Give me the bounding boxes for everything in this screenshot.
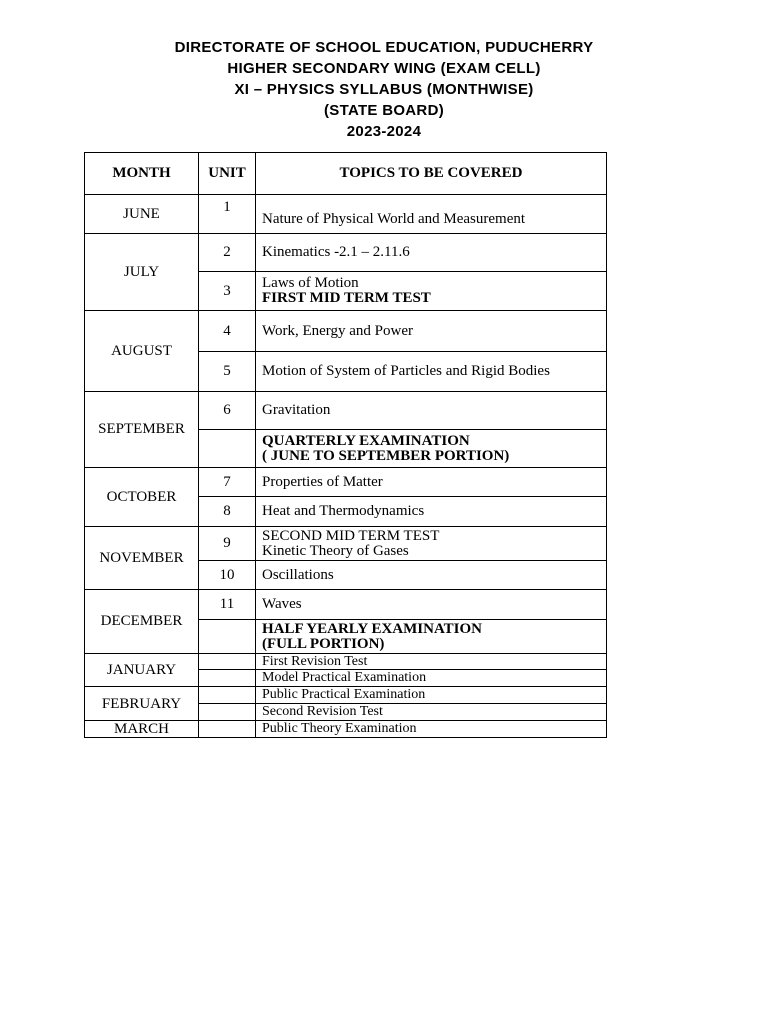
topic-cell: Waves [256,590,607,620]
unit-cell [199,654,256,670]
topic-cell: Kinematics -2.1 – 2.11.6 [256,234,607,272]
header-wing: HIGHER SECONDARY WING (EXAM CELL) [227,60,541,77]
unit-cell: 11 [199,590,256,620]
topic-cell: First Revision Test [256,654,607,670]
topic-cell [256,527,607,561]
unit-cell: 4 [199,311,256,352]
header-board: (STATE BOARD) [324,102,444,119]
exam-portion: (FULL PORTION) [262,635,385,652]
topic-cell [256,620,607,654]
column-header-unit: UNIT [199,153,256,195]
month-cell: JUNE [85,195,199,234]
month-cell: DECEMBER [85,590,199,654]
month-cell: MARCH [85,721,199,738]
unit-cell: 10 [199,561,256,590]
unit-cell: 9 [199,527,256,561]
table-row [85,195,607,234]
topic-cell: Heat and Thermodynamics [256,497,607,527]
topic-cell: Gravitation [256,392,607,430]
table-row [85,687,607,704]
table-row [85,654,607,670]
unit-cell [199,620,256,654]
unit-cell [199,704,256,721]
table-row [85,311,607,352]
topic-line: Laws of Motion [262,275,359,291]
table-row [85,721,607,738]
topic-cell: Motion of System of Particles and Rigid Bodies [256,352,607,392]
table-row [85,234,607,272]
topic-cell: Public Practical Examination [256,687,607,704]
table-row [85,392,607,430]
unit-cell: 8 [199,497,256,527]
table-row [85,527,607,561]
exam-label: HALF YEARLY EXAMINATION [262,620,483,637]
table-row [85,590,607,620]
topic-cell: Properties of Matter [256,468,607,497]
document-header [0,37,768,142]
topic-line: Kinetic Theory of Gases [262,542,409,559]
exam-label: FIRST MID TERM TEST [262,290,431,306]
month-cell: OCTOBER [85,468,199,527]
unit-cell: 5 [199,352,256,392]
table-header-row [85,153,607,195]
unit-cell: 6 [199,392,256,430]
exam-portion: ( JUNE TO SEPTEMBER PORTION) [262,447,510,464]
header-directorate: DIRECTORATE OF SCHOOL EDUCATION, PUDUCHERRY [174,39,594,56]
exam-label: QUARTERLY EXAMINATION [262,432,470,449]
table-row [85,468,607,497]
unit-cell [199,687,256,704]
month-cell: AUGUST [85,311,199,392]
topic-cell: Model Practical Examination [256,670,607,687]
exam-label: SECOND MID TERM TEST [262,527,440,544]
topic-cell [256,272,607,311]
unit-cell [199,670,256,687]
unit-cell: 2 [199,234,256,272]
month-cell: JULY [85,234,199,311]
month-cell: SEPTEMBER [85,392,199,468]
unit-cell [199,721,256,738]
month-cell: NOVEMBER [85,527,199,590]
topic-cell: Nature of Physical World and Measurement [256,195,607,234]
header-syllabus-title: XI – PHYSICS SYLLABUS (MONTHWISE) [234,81,534,98]
unit-cell: 3 [199,272,256,311]
syllabus-table [84,152,607,738]
topic-cell [256,430,607,468]
unit-cell: 7 [199,468,256,497]
topic-cell: Oscillations [256,561,607,590]
unit-cell: 1 [199,195,256,234]
column-header-topics: TOPICS TO BE COVERED [256,153,607,195]
topic-cell: Public Theory Examination [256,721,607,738]
header-academic-year: 2023-2024 [346,123,422,140]
month-cell: FEBRUARY [85,687,199,721]
topic-cell: Second Revision Test [256,704,607,721]
month-cell: JANUARY [85,654,199,687]
unit-cell [199,430,256,468]
topic-cell: Work, Energy and Power [256,311,607,352]
column-header-month: MONTH [85,153,199,195]
